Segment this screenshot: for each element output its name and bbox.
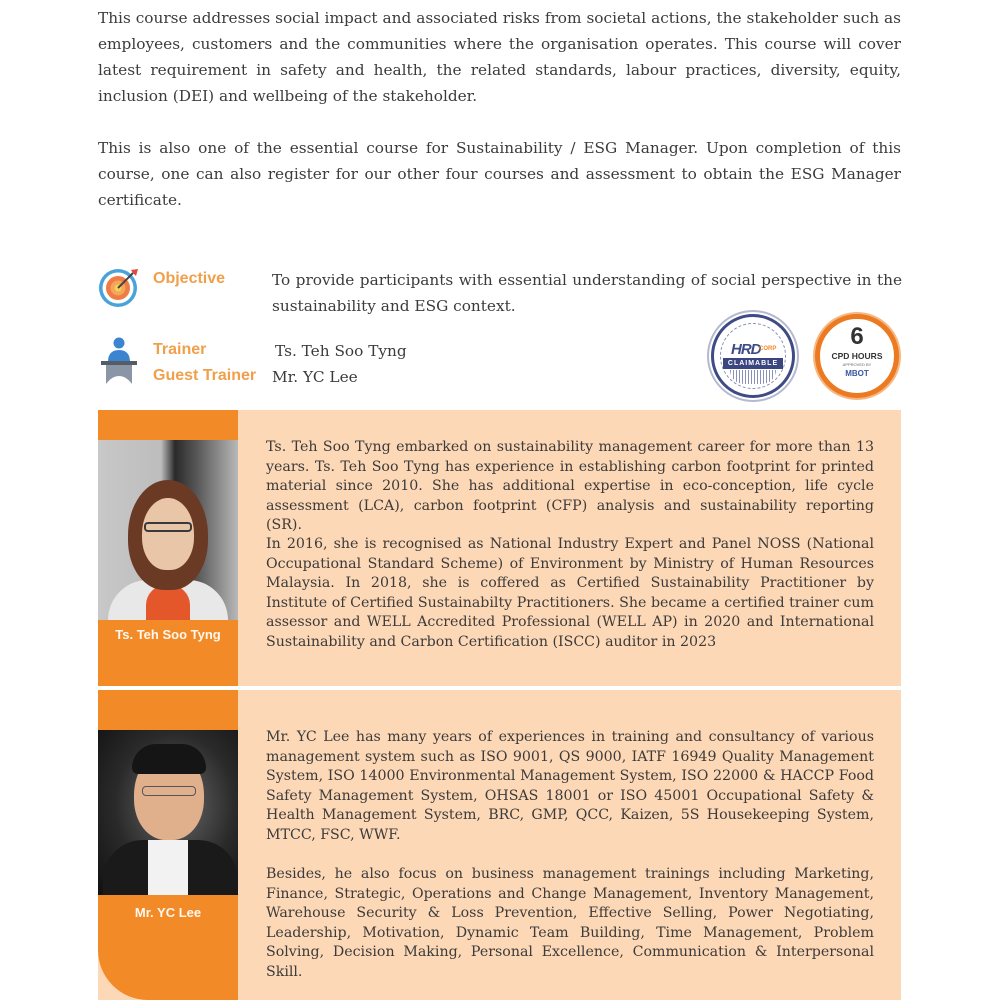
guest-trainer-photo (98, 730, 238, 895)
objective-label: Objective (153, 270, 226, 287)
mbot-logo: MBOT (845, 369, 869, 378)
profile-name: Ts. Teh Soo Tyng (115, 627, 221, 642)
cpd-hours-label: CPD HOURS (831, 351, 883, 361)
hrd-claimable-badge (711, 314, 795, 398)
course-description: This course addresses social impact and associated risks from societal actions, the stakeholder such as employees, customers and the communities where the organisation operates. This course will cover latest requirement in safety and health, the related standards, labour practices, diversity, equity, inclusion (DEI) and wellbeing of the stakeholder. (98, 9, 901, 105)
profile-bio: In 2016, she is recognised as National Industry Expert and Panel NOSS (National Occupational Standard Scheme) of Environment by Ministry of Human Resources Malaysia. In 2018, she is coffered as Certified Sustainability Practitioner by Institute of Certified Sustainabilty Practitioners. She became a certified trainer cum assessor and WELL Accredited Professional (WELL AP) in 2020 and International Sustainability and Carbon Certification (ISCC) auditor in 2023 (266, 536, 874, 650)
trainer-name: Ts. Teh Soo Tyng (275, 342, 407, 360)
hrd-claimable-text: CLAIMABLE (723, 358, 783, 369)
guest-trainer-profile-card (98, 690, 901, 1000)
guest-trainer-label: Guest Trainer (153, 367, 257, 384)
hrd-logo: HRD (731, 341, 761, 358)
objective-text: To provide participants with essential understanding of social perspective in the sustainability and ESG context. (272, 271, 902, 315)
trainer-profile-card (98, 410, 901, 686)
profile-name: Mr. YC Lee (134, 905, 202, 920)
trainer-photo (98, 440, 238, 620)
presenter-icon (99, 336, 139, 386)
profile-bio: Ts. Teh Soo Tyng embarked on sustainability management career for more than 13 years. Ts. Teh Soo Tyng has experience in establishing carbon footprint for printed material since 2010. She has additional expertise in eco-conception, life cycle assessment (LCA), carbon footprint (CFP) analysis and sustainability reporting (SR). (266, 439, 874, 534)
cpd-approved-by: APPROVED BY (842, 362, 872, 367)
hrd-corp-text: CORP (759, 346, 777, 352)
profile-bio: Mr. YC Lee has many years of experiences in training and consultancy of various management system such as ISO 9001, QS 9000, IATF 16949 Quality Management System, ISO 14000 Environmental Management System, ISO 22000 & HACCP Food Safety Management System, OHSAS 18001 or ISO 45001 Occupational Safety & Health Management System, BRC, GMP, QCC, Kaizen, 5S Housekeeping System, MTCC, FSC, WWF. (266, 729, 874, 843)
target-icon (98, 266, 140, 308)
trainer-label: Trainer (153, 341, 207, 358)
hrd-stripes-decoration (730, 370, 776, 384)
guest-trainer-name: Mr. YC Lee (272, 368, 358, 386)
profile-bio: Besides, he also focus on business management trainings including Marketing, Finance, Strategic, Operations and Change Management, Inventory Management, Warehouse Security & Loss Prevention, Effective Selling, Power Negotiating, Leadership, Motivation, Dynamic Team Building, Time Management, Problem Solving, Decision Making, Personal Excellence, Communication & Interpersonal Skill. (266, 866, 874, 980)
course-esg-note: This is also one of the essential course for Sustainability / ESG Manager. Upon completion of this course, one can also register for our other four courses and assessment to obtain the ESG Manager certificate. (98, 139, 901, 209)
cpd-hours-badge (815, 314, 899, 398)
cpd-hours-number: 6 (850, 323, 864, 350)
